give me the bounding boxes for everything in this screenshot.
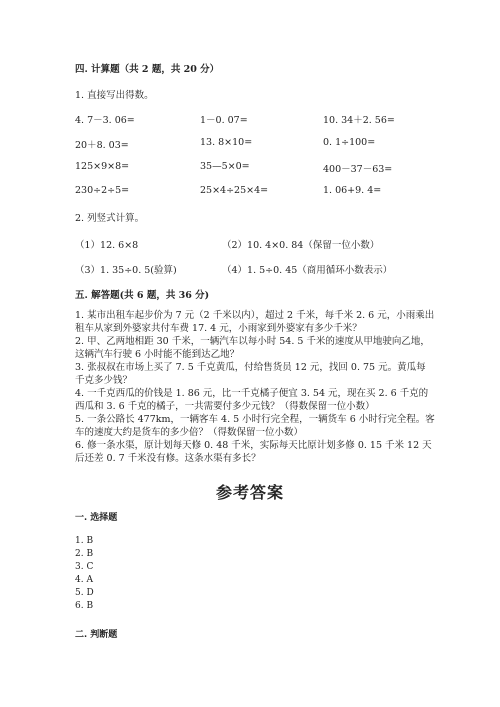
section-heading-calc: 四. 计算题（共 2 题，共 20 分） — [75, 64, 220, 75]
calc-item: 400－37－63= — [323, 164, 393, 175]
calc-item: 35—5×0= — [200, 161, 250, 172]
calc-item: 25×4÷25×4= — [200, 185, 269, 196]
vertical-calc-item: （3）1. 35÷0. 5(验算) — [75, 265, 177, 276]
answer-item: 1. B — [75, 536, 94, 546]
calc-item: 1－0. 07= — [200, 115, 248, 126]
word-problem: 1. 某市出租车起步价为 7 元（2 千米以内），超过 2 千米，每千米 2. 6 元，小雨乘出租车从家到外婆家共付车费 17. 4 元，小雨家到外婆家有多少千米？ — [75, 310, 435, 334]
calc-item: 13. 8×10= — [200, 137, 253, 148]
vertical-calc-item: （4）1. 5÷0. 45（商用循环小数表示） — [222, 265, 393, 276]
calc-item: 125×9×8= — [75, 161, 130, 172]
calc-item: 0. 1÷100= — [323, 137, 376, 148]
calc-item: 230÷2÷5= — [75, 185, 130, 196]
word-problem: 6. 修一条水渠，原计划每天修 0. 48 千米，实际每天比原计划多修 0. 15 千米 12 天后还差 0. 7 千米没有修。这条水渠有多长？ — [75, 440, 432, 464]
answer-title: 参考答案 — [215, 483, 284, 502]
word-problem: 4. 一千克西瓜的价钱是 1. 86 元，比一千克橘子便宜 3. 54 元，现在买 2. 6 千克的西瓜和 3. 6 千克的橘子，一共需要付多少元钱？（得数保留一位小数） — [75, 388, 429, 412]
calc-item: 1. 06+9. 4= — [323, 185, 382, 196]
section-heading-solve: 五. 解答题(共 6 题，共 36 分) — [75, 290, 210, 301]
answer-item: 6. B — [75, 601, 94, 611]
question-prompt: 2. 列竖式计算。 — [75, 213, 145, 224]
calc-item: 20＋8. 03= — [75, 140, 129, 151]
vertical-calc-item: （1）12. 6×8 — [75, 240, 139, 251]
word-problem: 3. 张叔叔在市场上买了 7. 5 千克黄瓜，付给售货员 12 元，找回 0. 75 元。黄瓜每千克多少钱？ — [75, 362, 426, 386]
answer-item: 4. A — [75, 575, 93, 585]
calc-item: 10. 34＋2. 56= — [323, 115, 395, 126]
answer-item: 2. B — [75, 549, 94, 559]
answer-item: 3. C — [75, 562, 94, 572]
vertical-calc-item: （2）10. 4×0. 84（保留一位小数） — [222, 240, 380, 251]
word-problem: 2. 甲、乙两地相距 30 千米，一辆汽车以每小时 54. 5 千米的速度从甲地驶向乙地，这辆汽车行驶 6 小时能不能到达乙地？ — [75, 336, 430, 360]
word-problem: 5. 一条公路长 477km，一辆客车 4. 5 小时行完全程，一辆货车 6 小时行完全程。客车的速度大约是货车的多少倍？（得数保留一位小数） — [75, 414, 435, 438]
answer-section-heading: 二. 判断题 — [75, 630, 118, 640]
question-prompt: 1. 直接写出得数。 — [75, 90, 154, 101]
calc-item: 4. 7－3. 06= — [75, 115, 135, 126]
answer-item: 5. D — [75, 588, 94, 598]
answer-section-heading: 一. 选择题 — [75, 513, 118, 523]
